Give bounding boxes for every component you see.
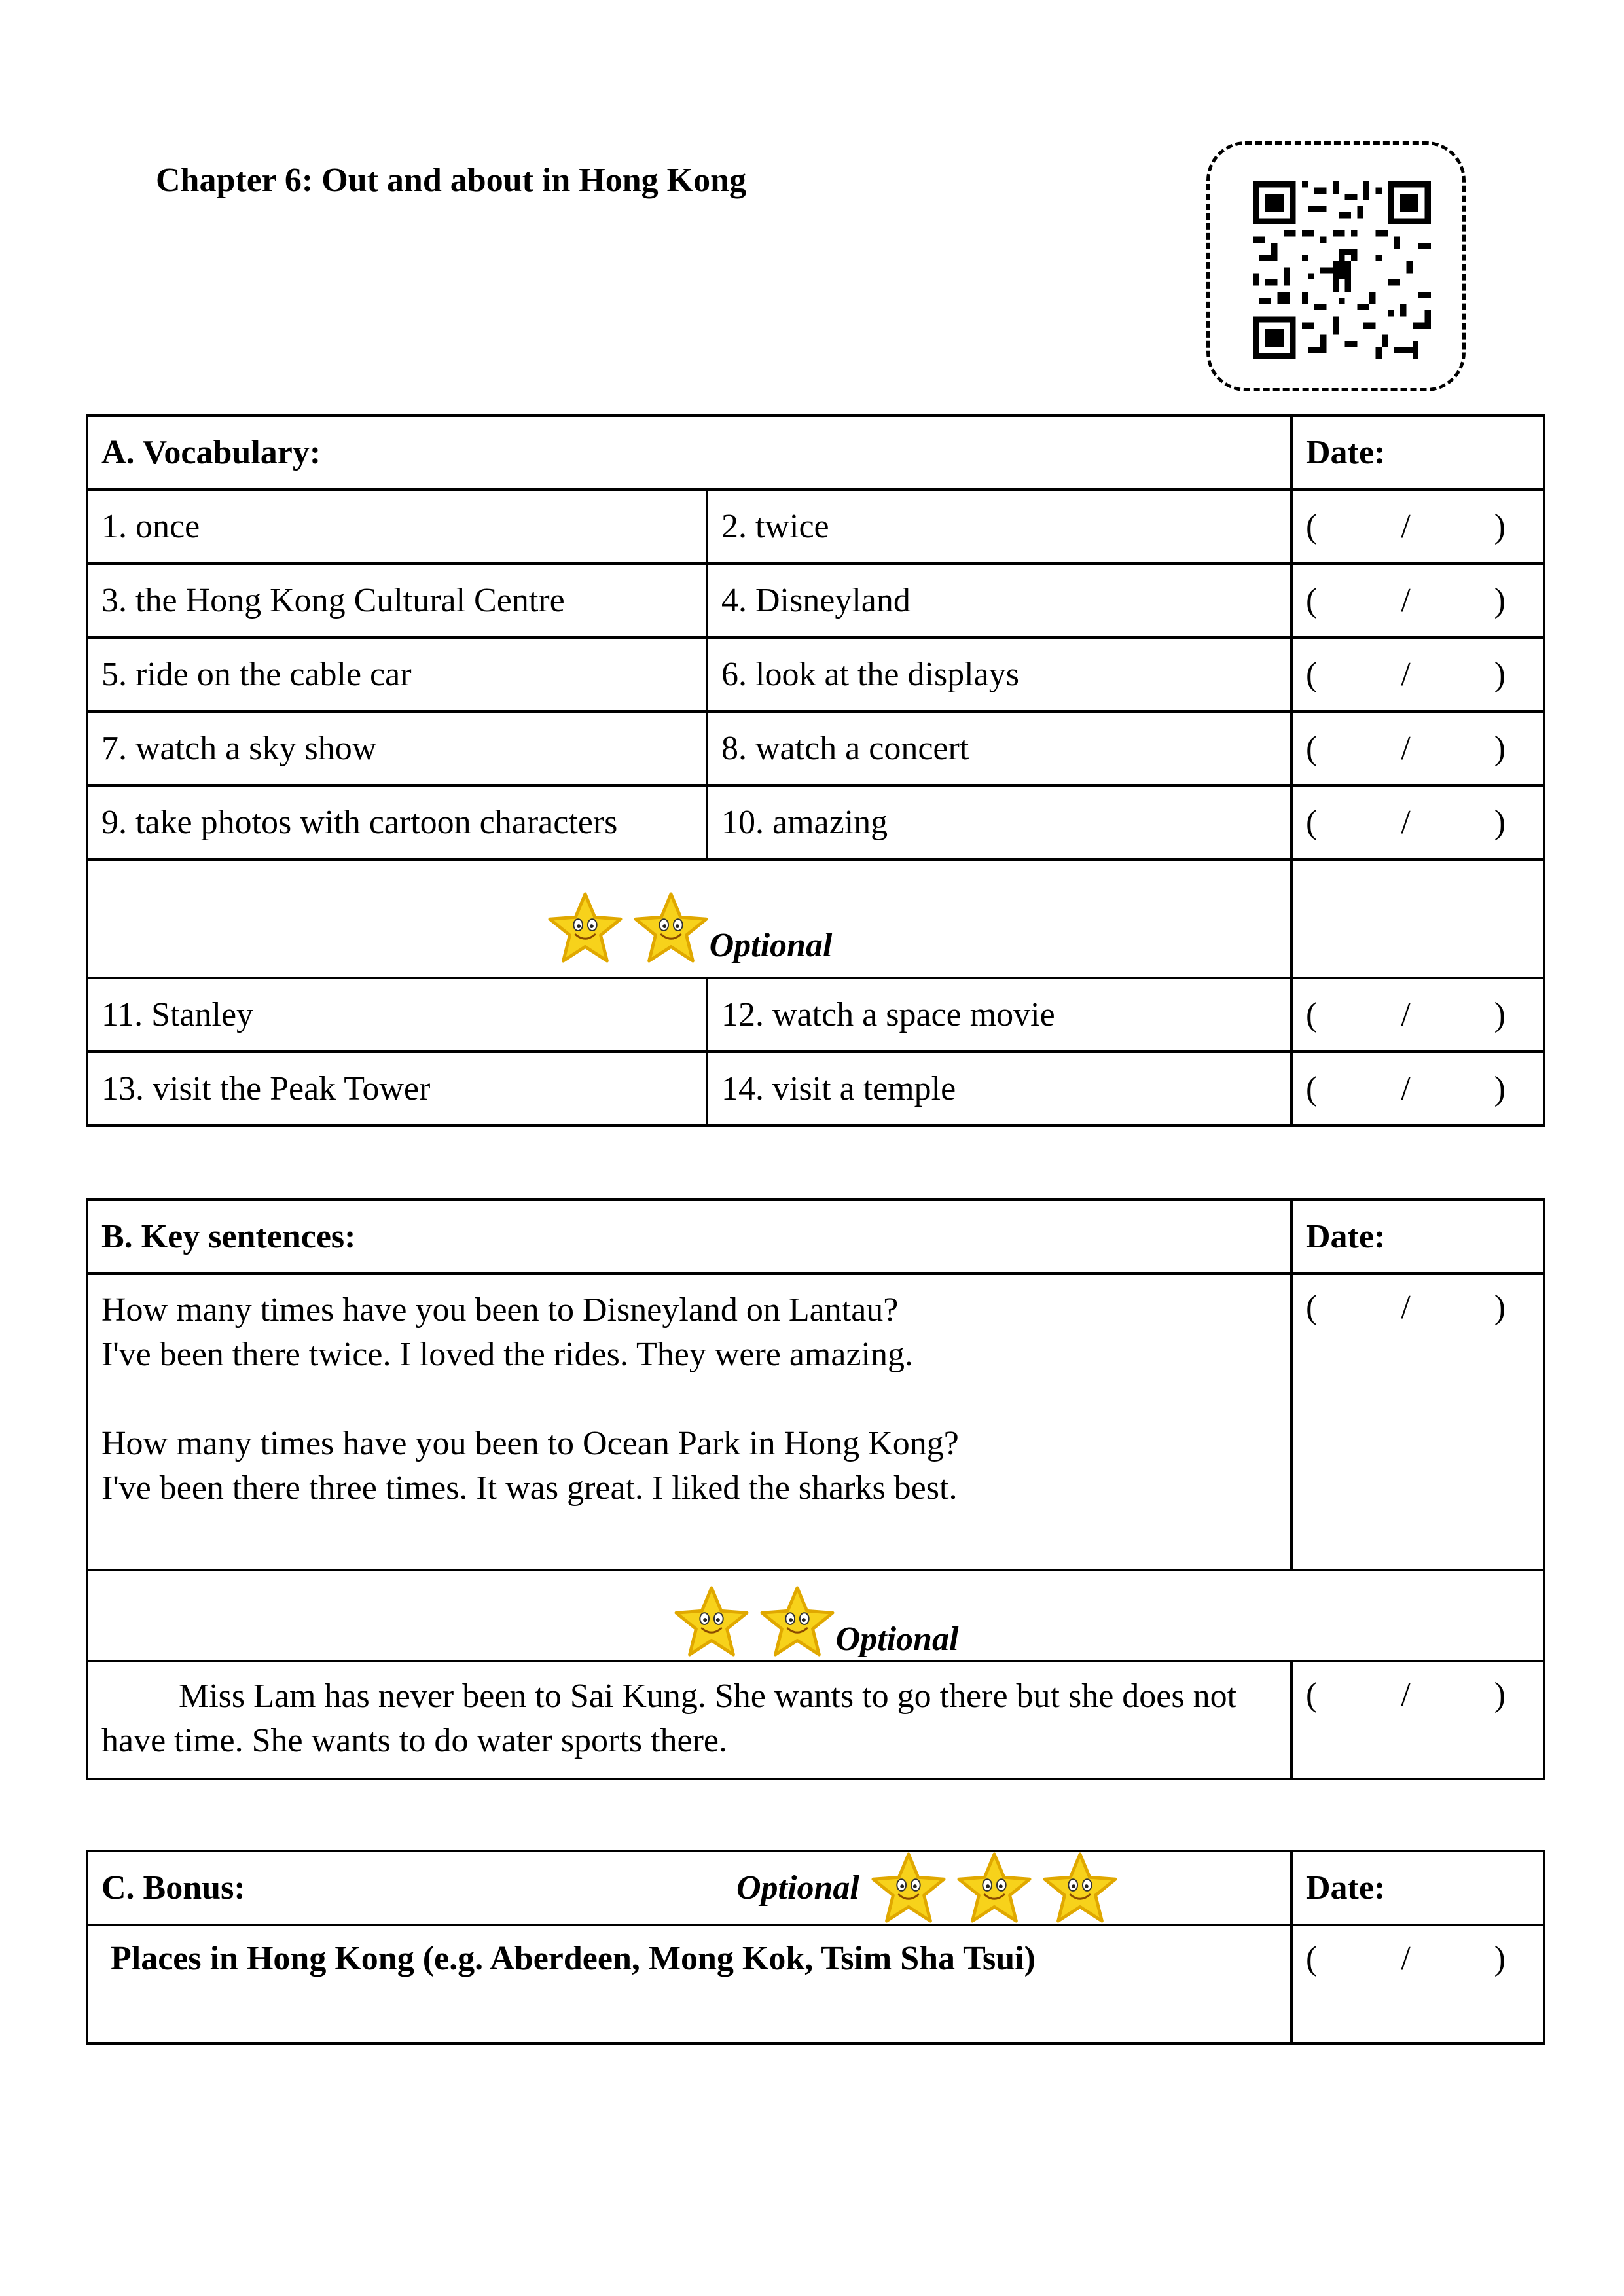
table-row	[87, 564, 1544, 637]
vocabulary-header-row	[87, 416, 1544, 490]
vocabulary-date-label: Date:	[1291, 416, 1544, 490]
date-entry[interactable]: ( / )	[1291, 1274, 1544, 1570]
bonus-row	[87, 1925, 1544, 2043]
date-entry[interactable]: ( / )	[1291, 978, 1544, 1052]
star-icon	[956, 1852, 1033, 1925]
qr-code-icon[interactable]	[1253, 181, 1431, 359]
optional-row	[87, 1570, 1544, 1661]
star-icon	[673, 1585, 750, 1659]
optional-row	[87, 859, 1544, 978]
sentences-heading: B. Key sentences:	[87, 1200, 1291, 1274]
optional-label: Optional	[736, 1869, 859, 1907]
star-icon	[1041, 1852, 1119, 1925]
vocab-item: 14. visit a temple	[707, 1052, 1291, 1126]
vocab-item: 4. Disneyland	[707, 564, 1291, 637]
sentence-line: How many times have you been to Disneyland on Lantau?	[101, 1291, 899, 1329]
vocab-item: 13. visit the Peak Tower	[87, 1052, 707, 1126]
vocab-item: 2. twice	[707, 490, 1291, 564]
star-icon	[547, 891, 624, 965]
vocab-item: 11. Stanley	[87, 978, 707, 1052]
bonus-date-label: Date:	[1291, 1851, 1544, 1925]
date-entry[interactable]: ( / )	[1291, 1925, 1544, 2043]
date-entry[interactable]: ( / )	[1291, 564, 1544, 637]
sentences-row	[87, 1274, 1544, 1570]
optional-label: Optional	[709, 927, 833, 964]
date-entry[interactable]: ( / )	[1291, 490, 1544, 564]
date-entry[interactable]: ( / )	[1291, 637, 1544, 711]
key-sentences-table	[86, 1198, 1545, 1780]
optional-sentence-row	[87, 1661, 1544, 1779]
star-icon	[870, 1852, 947, 1925]
date-entry[interactable]: ( / )	[1291, 711, 1544, 785]
page-title: Chapter 6: Out and about in Hong Kong	[156, 162, 747, 199]
optional-sentence-text: Miss Lam has never been to Sai Kung. She wants to go there but she does not have time. She wants to do water sports there.	[101, 1677, 1237, 1759]
sentence-line: I've been there three times. It was great. I liked the sharks best.	[101, 1469, 958, 1507]
table-row	[87, 1052, 1544, 1126]
star-icon	[632, 891, 710, 965]
vocab-item: 12. watch a space movie	[707, 978, 1291, 1052]
vocab-item: 9. take photos with cartoon characters	[87, 785, 707, 859]
date-entry[interactable]: ( / )	[1291, 785, 1544, 859]
vocabulary-heading: A. Vocabulary:	[87, 416, 1291, 490]
vocab-item: 7. watch a sky show	[87, 711, 707, 785]
bonus-header-row	[87, 1851, 1544, 1925]
sentences-header-row	[87, 1200, 1544, 1274]
date-entry[interactable]: ( / )	[1291, 1052, 1544, 1126]
key-sentences-text	[87, 1274, 1291, 1570]
bonus-table	[86, 1850, 1545, 2045]
bonus-text: Places in Hong Kong (e.g. Aberdeen, Mong Kok, Tsim Sha Tsui)	[87, 1925, 1291, 2043]
sentences-date-label: Date:	[1291, 1200, 1544, 1274]
vocab-item: 3. the Hong Kong Cultural Centre	[87, 564, 707, 637]
stars-group	[673, 1585, 836, 1659]
vocabulary-table	[86, 414, 1545, 1127]
bonus-heading: C. Bonus:	[101, 1869, 245, 1907]
qr-code-frame	[1206, 141, 1466, 391]
sentence-line: I've been there twice. I loved the rides. They were amazing.	[101, 1336, 913, 1373]
optional-label: Optional	[835, 1621, 959, 1658]
vocab-item: 1. once	[87, 490, 707, 564]
vocab-item: 8. watch a concert	[707, 711, 1291, 785]
vocab-item: 5. ride on the cable car	[87, 637, 707, 711]
table-row	[87, 490, 1544, 564]
stars-group	[870, 1852, 1119, 1925]
vocab-item: 10. amazing	[707, 785, 1291, 859]
sentence-line: How many times have you been to Ocean Park in Hong Kong?	[101, 1425, 959, 1462]
table-row	[87, 978, 1544, 1052]
vocab-item: 6. look at the displays	[707, 637, 1291, 711]
stars-group	[547, 891, 710, 965]
table-row	[87, 785, 1544, 859]
star-icon	[759, 1585, 836, 1659]
table-row	[87, 637, 1544, 711]
date-entry[interactable]: ( / )	[1291, 1661, 1544, 1779]
table-row	[87, 711, 1544, 785]
